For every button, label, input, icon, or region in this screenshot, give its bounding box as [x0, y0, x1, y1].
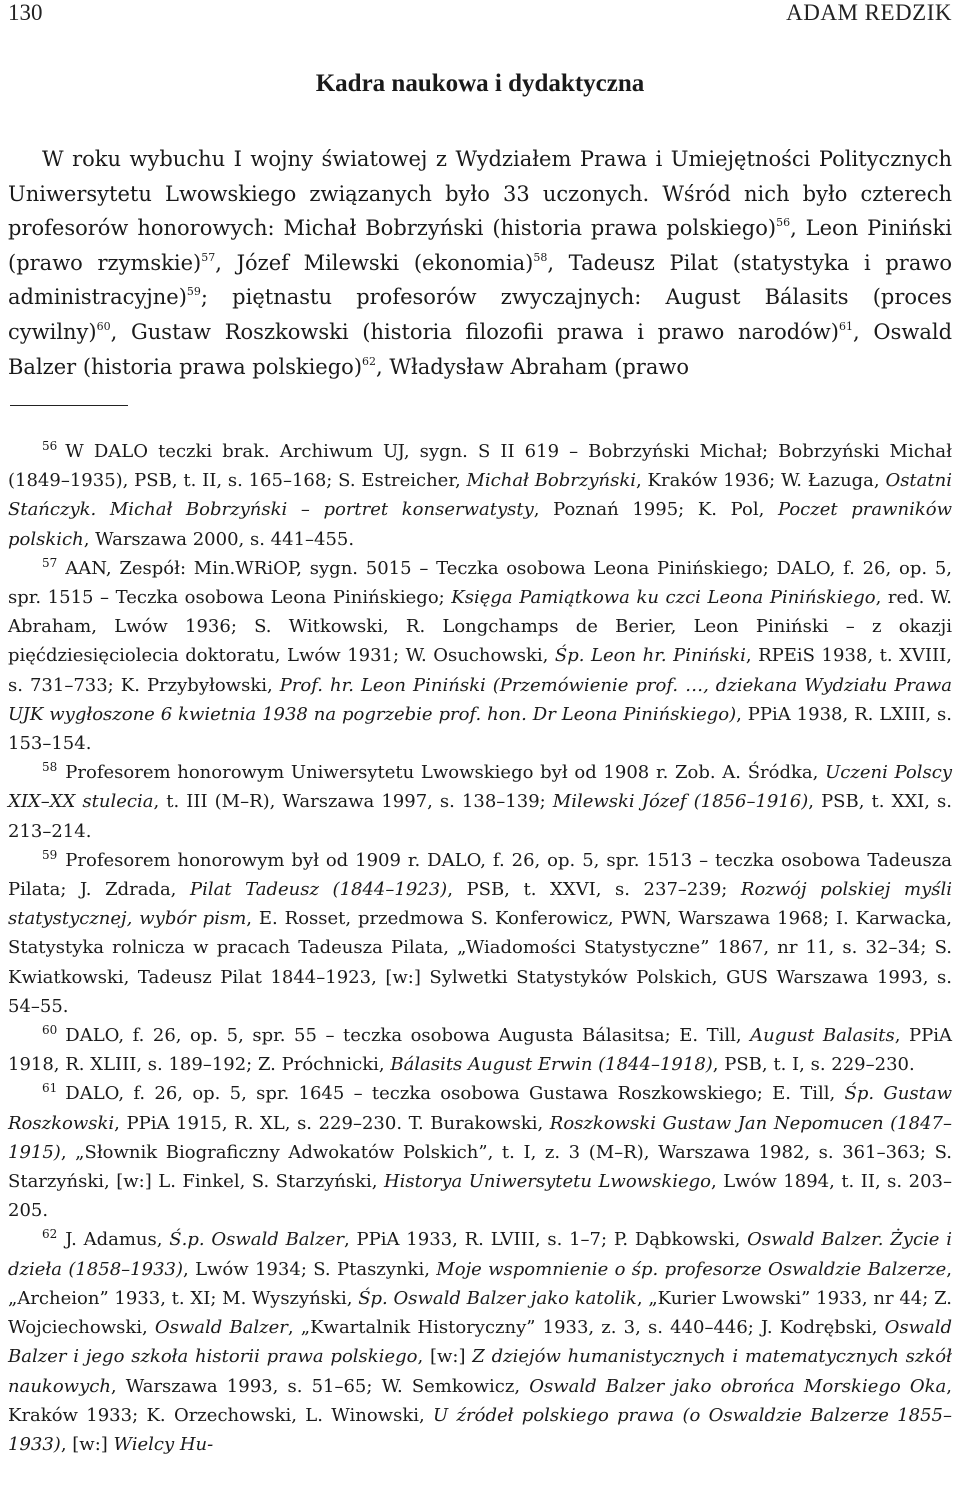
- footnote-ref-58[interactable]: 58: [533, 250, 548, 264]
- footnote-62: $^{62}$ J. Adamus, Ś.p. Oswald Balzer, PPiA 1933, R. LVIII, s. 1–7; P. Dąbkowski, Oswald Balzer. Życie i dzieła (1858–1933), Lwów 1934; S. Ptaszynki, Moje wspomnienie o śp. profesorze Oswaldzie Balzerze, „Archeion” 1933, t. XI; M. Wyszyński, Śp. Oswald Balzer jako katolik, „Kurier Lwowski” 1933, nr 44; Z. Wojciechowski, Oswald Balzer, „Kwartalnik Historyczny” 1933, z. 3, s. 440–446; J. Kodrębski, Oswald Balzer i jego szkoła historii prawa polskiego, [w:] Z dziejów humanistycznych i matematycznych szkół naukowych, Warszawa 1993, s. 51–65; W. Semkowicz, Oswald Balzer jako obrońca Morskiego Oka, Kraków 1933; K. Orzechowski, L. Winowski, U źródeł polskiego prawa (o Oswaldzie Balzerze 1855–1933), [w:] Wielcy Hu-: [8, 1227, 953, 1455]
- footnotes: [8, 437, 952, 1459]
- footnote-number: 60: [42, 1023, 58, 1038]
- footnote-number: 62: [42, 1227, 58, 1242]
- footnote-ref-57[interactable]: 57: [201, 250, 216, 264]
- page-header: [8, 0, 952, 30]
- footnote-56: $^{56}$ W DALO teczki brak. Archiwum UJ, sygn. S II 619 – Bobrzyński Michał; Bobrzyński Michał (1849–1935), PSB, t. II, s. 165–168; S. Estreicher, Michał Bobrzyński, Kraków 1936; W. Łazuga, Ostatni Stańczyk. Michał Bobrzyński – portret konserwatysty, Poznań 1995; K. Pol, Poczet prawników polskich, Warszawa 2000, s. 441–455.: [8, 439, 952, 550]
- footnote-number: 56: [42, 439, 58, 453]
- footnote-separator: [10, 405, 128, 406]
- body-paragraph: W roku wybuchu I wojny światowej z Wydziałem Prawa i Umiejętności Politycznych Uniwersytetu Lwowskiego związanych było 33 uczonych. Wśród nich było czterech profesorów honorowych: Michał Bobrzyński (historia prawa polskiego)$^{56}$, Leon Piniński (prawo rzymskie)$^{57}$, Józef Milewski (ekonomia)$^{58}$, Tadeusz Pilat (statystyka i prawo administracyjne)$^{59}$; piętnastu profesorów zwyczajnych: August Bálasits (proces cywilny)$^{60}$, Gustaw Roszkowski (historia filozofii prawa i prawo narodów)$^{61}$, Oswald Balzer (historia prawa polskiego)$^{62}$, Władysław Abraham (prawo: [8, 147, 953, 379]
- footnote-60: $^{60}$ DALO, f. 26, op. 5, spr. 55 – teczka osobowa Augusta Bálasitsa; E. Till, August Balasits, PPiA 1918, R. XLIII, s. 189–192; Z. Próchnicki, Bálasits August Erwin (1844–1918), PSB, t. I, s. 229–230.: [8, 1023, 952, 1076]
- footnote-number: 61: [42, 1081, 58, 1096]
- running-head-author: ADAM REDZIK: [786, 0, 952, 25]
- section-title: Kadra naukowa i dydaktyczna: [315, 70, 645, 97]
- footnote-ref-56[interactable]: 56: [776, 216, 791, 230]
- footnote-number: 57: [42, 555, 58, 570]
- footnote-ref-62[interactable]: 62: [362, 354, 377, 368]
- page-number: 130: [8, 0, 43, 25]
- footnote-58: $^{58}$ Profesorem honorowym Uniwersytetu Lwowskiego był od 1908 r. Zob. A. Śródka, Uczeni Polscy XIX–XX stulecia, t. III (M–R), Warszawa 1997, s. 138–139; Milewski Józef (1856–1916), PSB, t. XXI, s. 213–214.: [8, 760, 952, 842]
- footnote-number: 59: [42, 847, 58, 862]
- footnote-61: $^{61}$ DALO, f. 26, op. 5, spr. 1645 – teczka osobowa Gustawa Roszkowskiego; E. Till, Śp. Gustaw Roszkowski, PPiA 1915, R. XL, s. 229–230. T. Burakowski, Roszkowski Gustaw Jan Nepomucen (1847–1915), „Słownik Biograficzny Adwokatów Polskich”, t. I, z. 3 (M–R), Warszawa 1982, s. 361–363; S. Starzyński, [w:] L. Finkel, S. Starzyński, Historya Uniwersytetu Lwowskiego, Lwów 1894, t. II, s. 203–205.: [8, 1081, 952, 1222]
- footnote-number: 58: [42, 760, 58, 775]
- footnote-ref-61[interactable]: 61: [838, 319, 853, 333]
- footnote-ref-59[interactable]: 59: [186, 285, 201, 299]
- footnote-59: $^{59}$ Profesorem honorowym był od 1909 r. DALO, f. 26, op. 5, spr. 1513 – teczka osobowa Tadeusza Pilata; J. Zdrada, Pilat Tadeusz (1844–1923), PSB, t. XXVI, s. 237–239; Rozwój polskiej myśli statystycznej, wybór pism, E. Rosset, przedmowa S. Konferowicz, PWN, Warszawa 1968; I. Karwacka, Statystyka rolnicza w pracach Tadeusza Pilata, „Wiadomości Statystyczne” 1867, nr 11, s. 32–34; S. Kwiatkowski, Tadeusz Pilat 1844–1923, [w:] Sylwetki Statystyków Polskich, GUS Warszawa 1993, s. 54–55.: [8, 847, 952, 1017]
- footnote-ref-60[interactable]: 60: [96, 319, 111, 333]
- footnote-57: $^{57}$ AAN, Zespół: Min.WRiOP, sygn. 5015 – Teczka osobowa Leona Pinińskiego; DALO, f. 26, op. 5, spr. 1515 – Teczka osobowa Leona Pinińskiego; Księga Pamiątkowa ku czci Leona Pinińskiego, red. W. Abraham, Lwów 1936; S. Witkowski, R. Longchamps de Berier, Leon Piniński – z okazji pięćdziesięciolecia doktoratu, Lwów 1931; W. Osuchowski, Śp. Leon hr. Piniński, RPEiS 1938, t. XVIII, s. 731–733; K. Przybyłowski, Prof. hr. Leon Piniński (Przemówienie prof. …, dziekana Wydziału Prawa UJK wygłoszone 6 kwietnia 1938 na pogrzebie prof. hon. Dr Leona Pinińskiego), PPiA 1938, R. LXIII, s. 153–154.: [8, 555, 952, 755]
